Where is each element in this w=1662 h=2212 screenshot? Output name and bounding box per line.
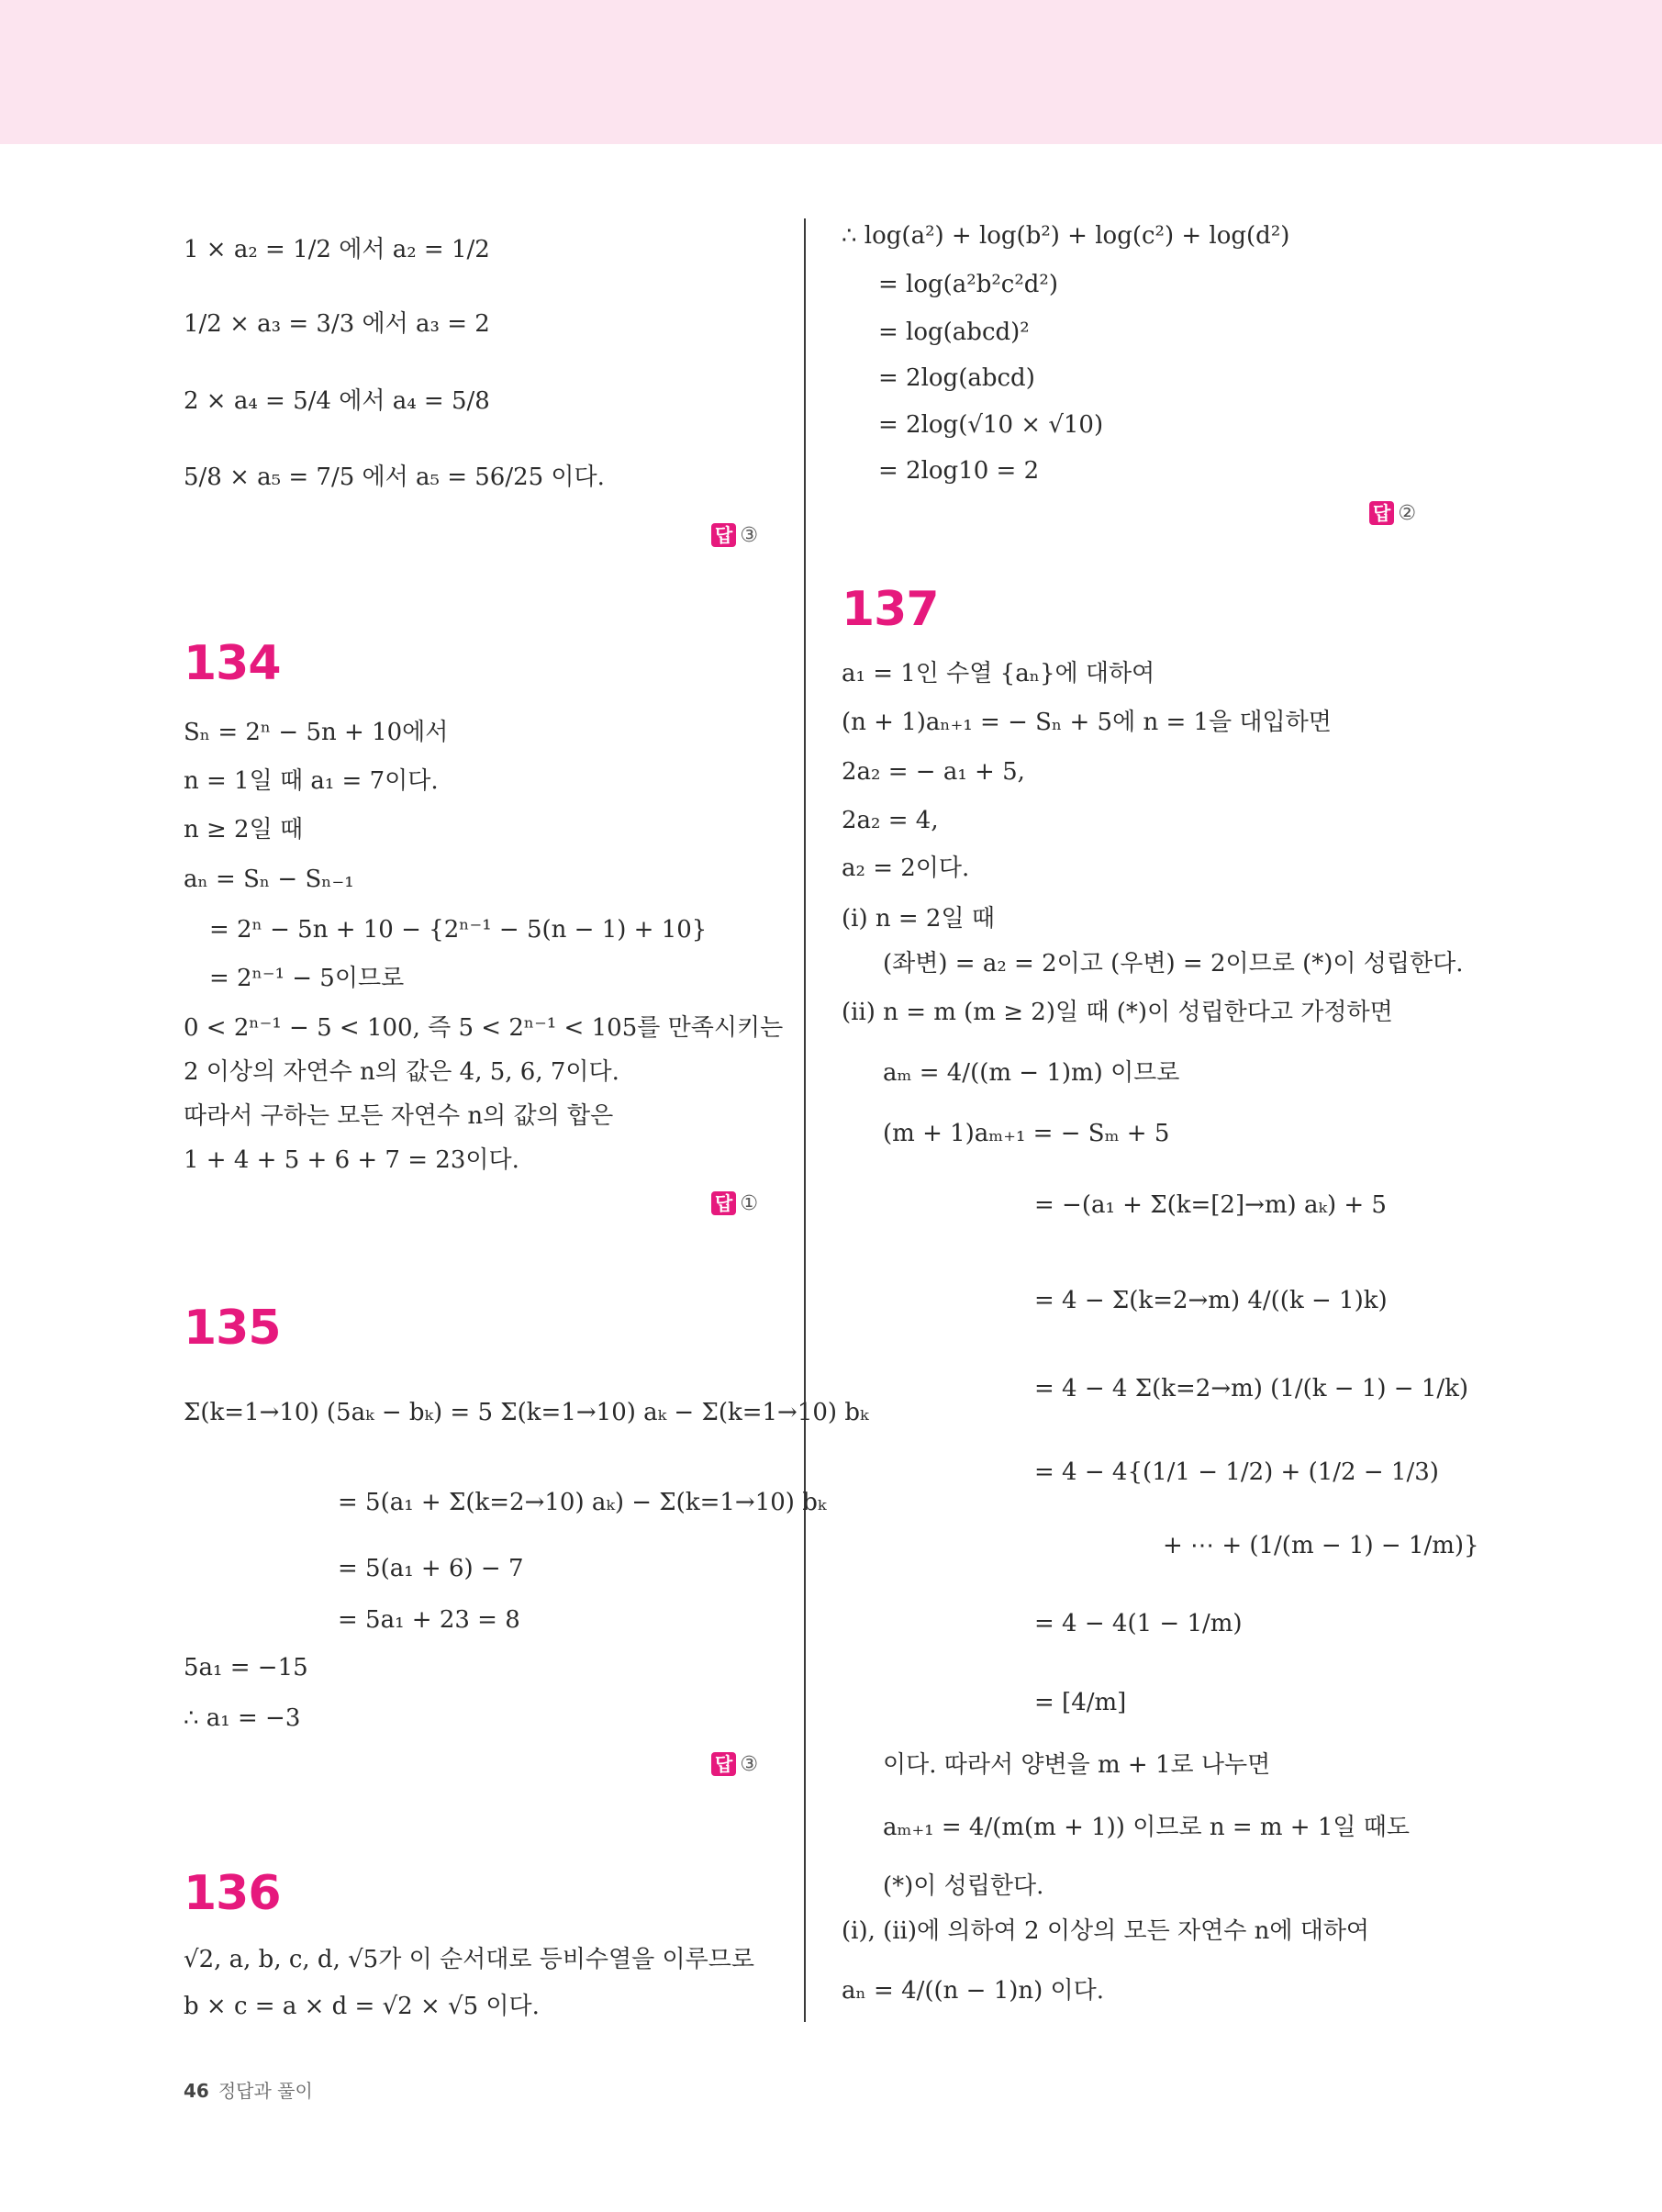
math-line: Σ(k=1→10) (5aₖ − bₖ) = 5 Σ(k=1→10) aₖ − Σ(k=1→10) bₖ <box>184 1399 869 1426</box>
math-line: aₙ = 4/((n − 1)n) 이다. <box>842 1977 1105 2005</box>
problem-number: 137 <box>842 582 939 637</box>
problem-number: 136 <box>184 1866 281 1921</box>
math-line: 2a₂ = − a₁ + 5, <box>842 758 1025 786</box>
answer-mark <box>711 523 758 549</box>
math-line: = 5(a₁ + Σ(k=2→10) aₖ) − Σ(k=1→10) bₖ <box>338 1489 827 1516</box>
answer-label: 답 <box>1369 501 1394 525</box>
math-line: Sₙ = 2ⁿ − 5n + 10에서 <box>184 719 449 746</box>
math-line: √2, a, b, c, d, √5가 이 순서대로 등비수열을 이루므로 <box>184 1946 755 1973</box>
math-line: (ⅱ) n = m (m ≥ 2)일 때 (*)이 성립한다고 가정하면 <box>842 999 1393 1026</box>
math-line: 5/8 × a₅ = 7/5 에서 a₅ = 56/25 이다. <box>184 464 605 491</box>
answer-value: ① <box>740 1192 759 1215</box>
math-line: (*)이 성립한다. <box>883 1872 1044 1900</box>
math-line: = 2log(√10 × √10) <box>878 411 1104 439</box>
math-line: a₂ = 2이다. <box>842 855 970 882</box>
math-line: = [4/m] <box>1034 1689 1127 1716</box>
problem-number: 135 <box>184 1301 281 1356</box>
footer-label: 정답과 풀이 <box>218 2080 313 2102</box>
column-divider <box>804 218 806 2022</box>
header-band <box>0 0 1662 144</box>
problem-number: 134 <box>184 636 281 691</box>
math-line: 5a₁ = −15 <box>184 1654 308 1681</box>
math-line: aₘ₊₁ = 4/(m(m + 1)) 이므로 n = m + 1일 때도 <box>883 1814 1411 1841</box>
math-line: aₘ = 4/((m − 1)m) 이므로 <box>883 1059 1180 1087</box>
math-line: 이다. 따라서 양변을 m + 1로 나누면 <box>883 1751 1271 1779</box>
math-line: ∴ a₁ = −3 <box>184 1704 301 1732</box>
answer-value: ③ <box>740 524 759 547</box>
math-line: 1/2 × a₃ = 3/3 에서 a₃ = 2 <box>184 310 490 338</box>
math-line: = 2ⁿ⁻¹ − 5이므로 <box>209 965 405 992</box>
answer-label: 답 <box>711 523 736 547</box>
math-line: = 5(a₁ + 6) − 7 <box>338 1555 524 1582</box>
math-line: 2 이상의 자연수 n의 값은 4, 5, 6, 7이다. <box>184 1058 619 1086</box>
answer-mark <box>711 1752 758 1778</box>
math-line: = 4 − Σ(k=2→m) 4/((k − 1)k) <box>1034 1287 1388 1314</box>
math-line: ∴ log(a²) + log(b²) + log(c²) + log(d²) <box>842 222 1290 250</box>
math-line: n ≥ 2일 때 <box>184 816 304 843</box>
page-number: 46 <box>184 2080 209 2102</box>
math-line: b × c = a × d = √2 × √5 이다. <box>184 1993 540 2020</box>
answer-mark <box>1369 501 1416 527</box>
math-line: = log(a²b²c²d²) <box>878 271 1058 298</box>
math-line: = 4 − 4{(1/1 − 1/2) + (1/2 − 1/3) <box>1034 1458 1439 1486</box>
math-line: = 2log10 = 2 <box>878 457 1040 485</box>
math-line: aₙ = Sₙ − Sₙ₋₁ <box>184 866 354 893</box>
math-line: 0 < 2ⁿ⁻¹ − 5 < 100, 즉 5 < 2ⁿ⁻¹ < 105를 만족시키는 <box>184 1014 784 1042</box>
math-line: = 4 − 4(1 − 1/m) <box>1034 1610 1243 1637</box>
math-line: = 5a₁ + 23 = 8 <box>338 1606 520 1634</box>
answer-mark <box>711 1191 758 1217</box>
answer-label: 답 <box>711 1752 736 1776</box>
math-line: (ⅰ), (ⅱ)에 의하여 2 이상의 모든 자연수 n에 대하여 <box>842 1917 1370 1945</box>
math-line: = −(a₁ + Σ(k=[2]→m) aₖ) + 5 <box>1034 1191 1387 1219</box>
math-line: + ⋯ + (1/(m − 1) − 1/m)} <box>1163 1532 1479 1559</box>
math-line: = log(abcd)² <box>878 318 1030 346</box>
math-line: (m + 1)aₘ₊₁ = − Sₘ + 5 <box>883 1120 1170 1147</box>
answer-label: 답 <box>711 1191 736 1215</box>
math-line: (n + 1)aₙ₊₁ = − Sₙ + 5에 n = 1을 대입하면 <box>842 709 1332 736</box>
math-line: (ⅰ) n = 2일 때 <box>842 905 995 933</box>
math-line: 따라서 구하는 모든 자연수 n의 값의 합은 <box>184 1102 614 1130</box>
math-line: 1 + 4 + 5 + 6 + 7 = 23이다. <box>184 1146 519 1174</box>
math-line: 2a₂ = 4, <box>842 807 939 834</box>
math-line: a₁ = 1인 수열 {aₙ}에 대하여 <box>842 660 1155 687</box>
page-footer <box>184 2076 313 2103</box>
math-line: = 2log(abcd) <box>878 364 1035 392</box>
math-line: 1 × a₂ = 1/2 에서 a₂ = 1/2 <box>184 236 490 263</box>
math-line: = 4 − 4 Σ(k=2→m) (1/(k − 1) − 1/k) <box>1034 1375 1469 1402</box>
math-line: = 2ⁿ − 5n + 10 − {2ⁿ⁻¹ − 5(n − 1) + 10} <box>209 916 708 944</box>
answer-value: ③ <box>740 1753 759 1776</box>
math-line: n = 1일 때 a₁ = 7이다. <box>184 767 439 795</box>
answer-value: ② <box>1398 502 1417 525</box>
math-line: (좌변) = a₂ = 2이고 (우변) = 2이므로 (*)이 성립한다. <box>883 950 1464 978</box>
math-line: 2 × a₄ = 5/4 에서 a₄ = 5/8 <box>184 387 490 415</box>
